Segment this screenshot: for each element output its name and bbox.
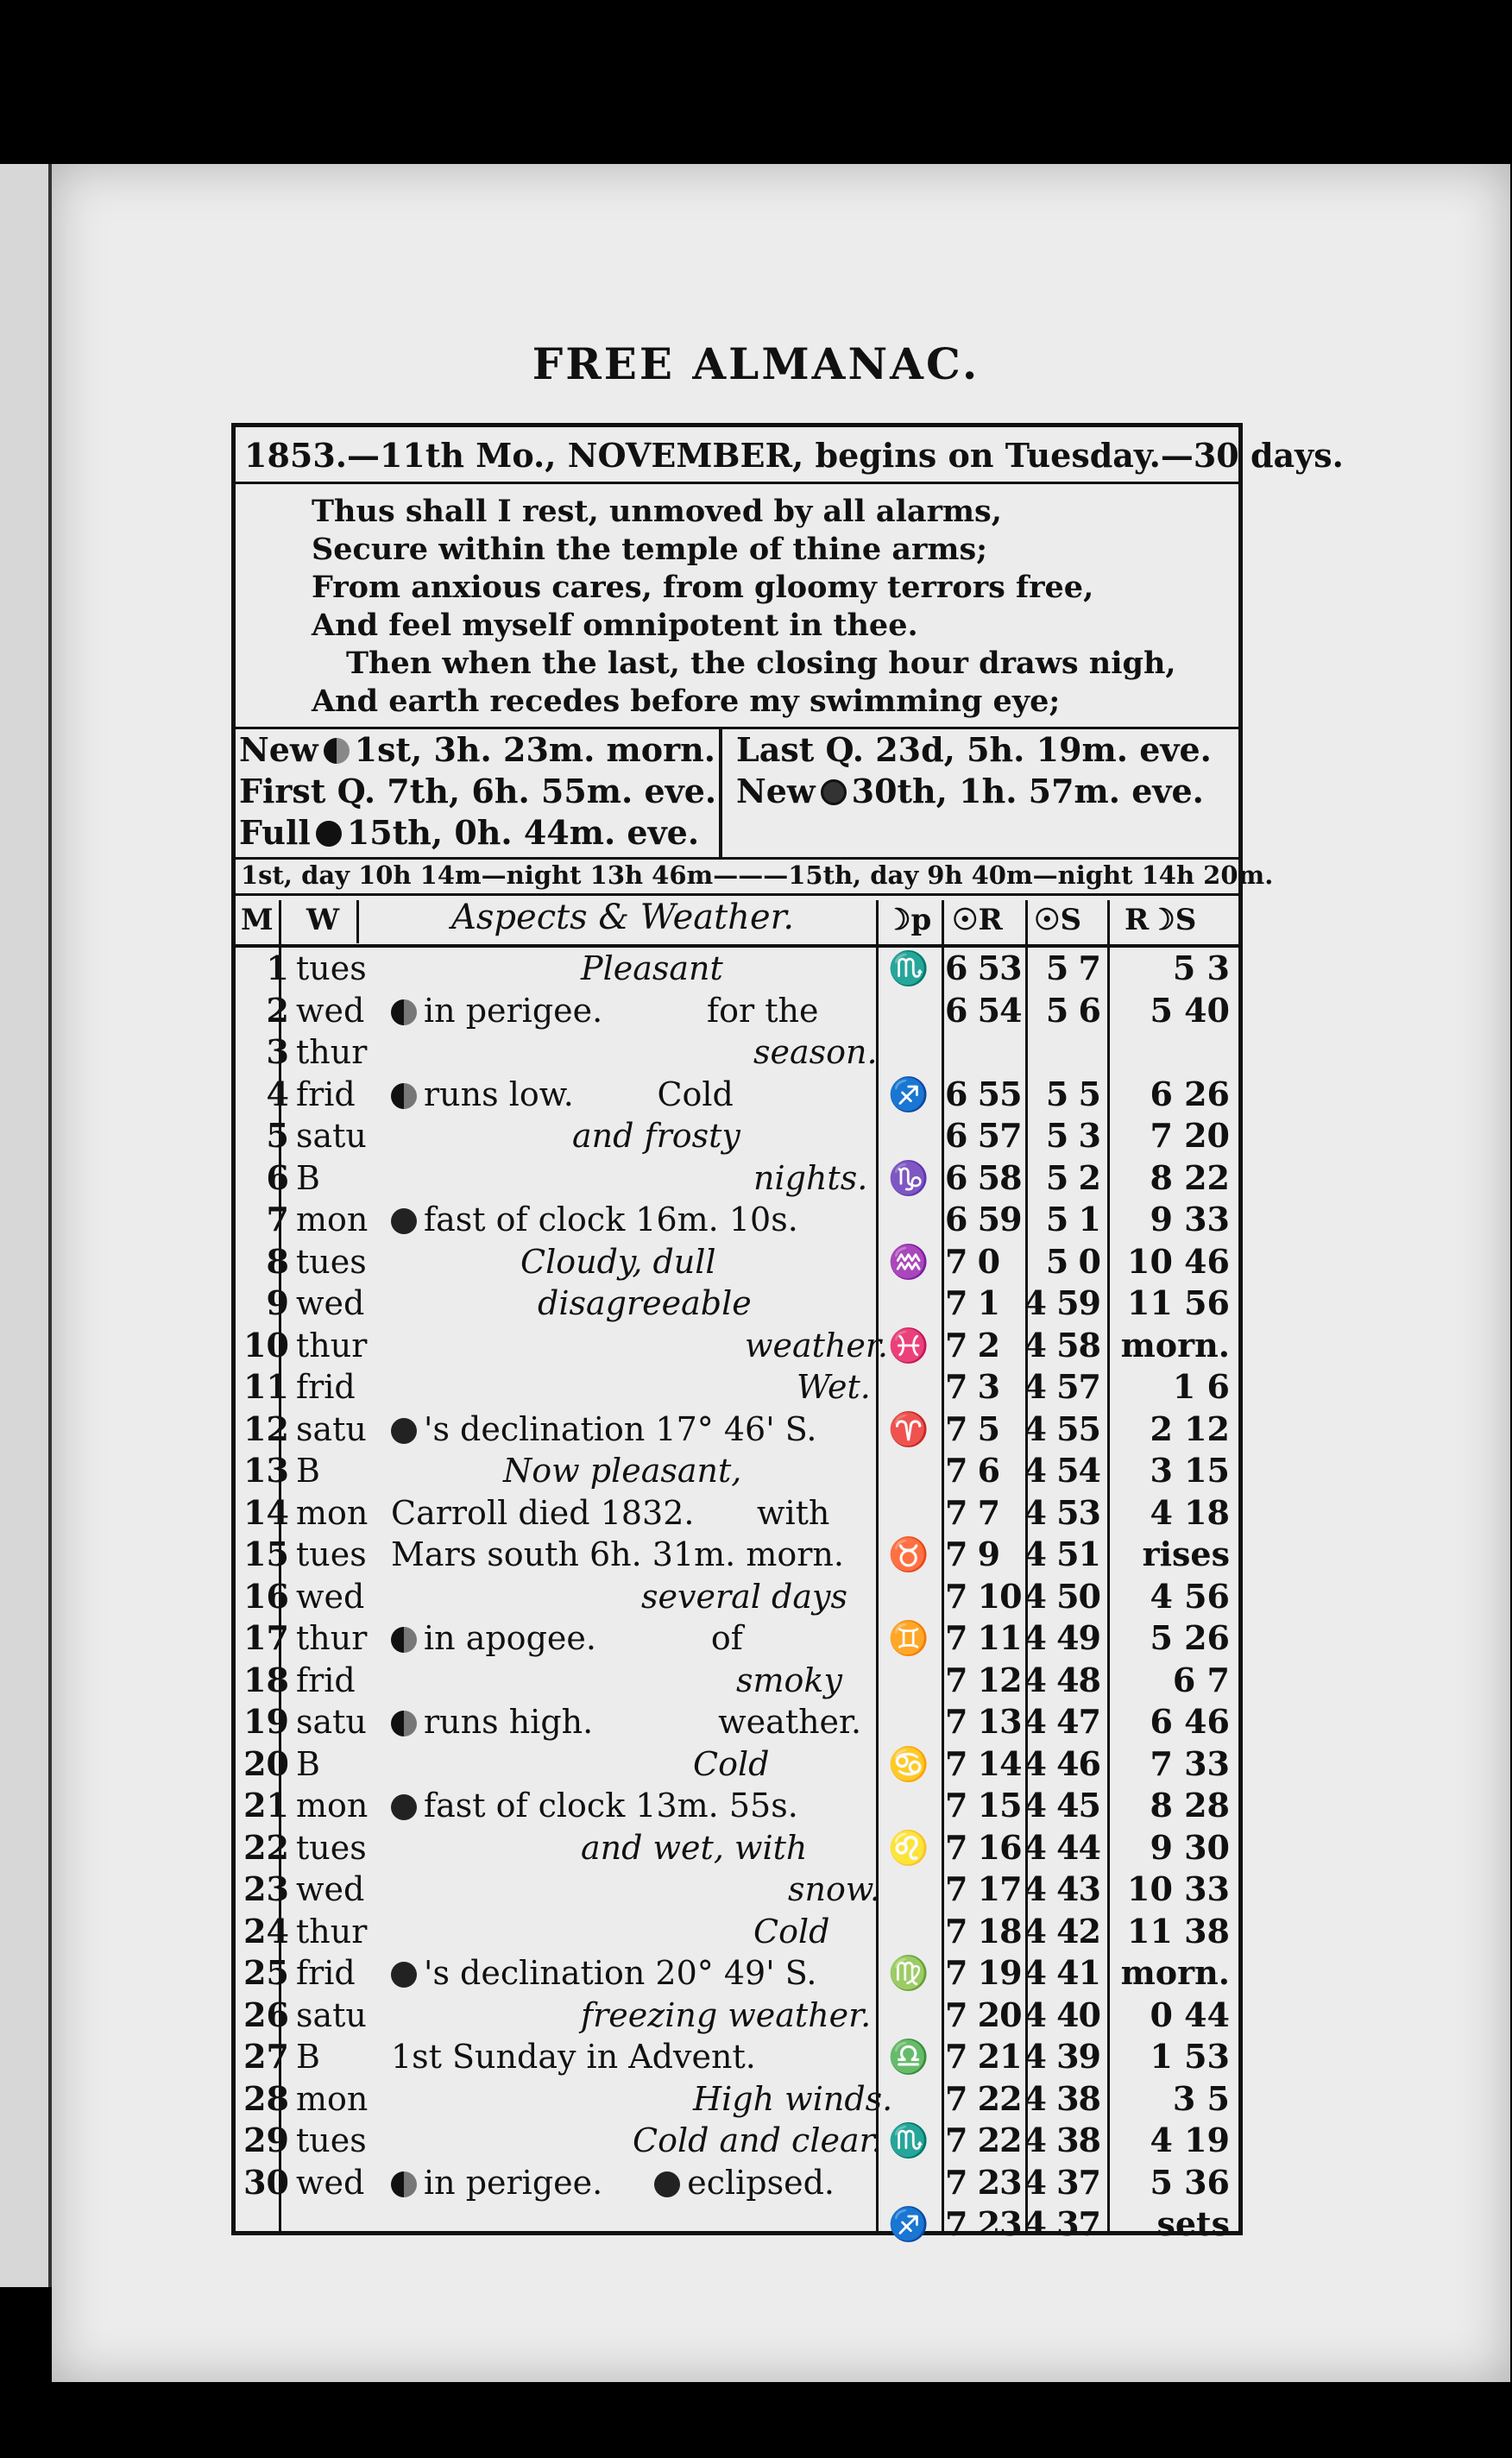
phase-new <box>236 729 719 771</box>
day-of-week: thur <box>296 1619 368 1657</box>
table-row <box>236 2203 1238 2246</box>
sun-rises: 6 58 <box>945 1157 1022 1197</box>
table-row <box>236 1366 1238 1409</box>
phase-first-quarter <box>236 771 719 812</box>
aspect-text: Wet. <box>797 1368 871 1406</box>
sun-rises: 6 55 <box>945 1074 1022 1113</box>
sun-rises: 7 19 <box>945 1953 1022 1992</box>
aspect-text: weather. <box>745 1326 888 1365</box>
moon-phases-left <box>236 729 722 857</box>
table-row <box>236 1785 1238 1827</box>
day-of-week: B <box>296 1452 320 1490</box>
column-headers <box>236 896 1238 948</box>
sun-sets: 4 54 <box>1024 1451 1100 1490</box>
sun-sets: 4 51 <box>1024 1535 1100 1573</box>
new-moon-icon <box>821 779 847 805</box>
sun-rises: 6 54 <box>945 990 1022 1030</box>
sun-icon <box>391 1418 417 1444</box>
aspect-text: and frosty <box>572 1117 740 1155</box>
aspect-text: in perigee. for the <box>424 991 819 1030</box>
sun-sets: 4 49 <box>1024 1618 1100 1657</box>
col-moon-rise-set: R☽S <box>1125 903 1197 937</box>
day-of-month: 28 <box>243 2078 289 2118</box>
day-of-month: 9 <box>266 1283 289 1322</box>
moon-icon <box>391 1083 417 1109</box>
sun-rises: 6 57 <box>945 1116 1022 1155</box>
day-of-month: 1 <box>266 949 289 987</box>
sun-sets: 4 37 <box>1024 2162 1100 2202</box>
phase-text: 1st, 3h. 23m. morn. <box>354 730 715 769</box>
sun-rises: 7 5 <box>945 1409 1000 1448</box>
day-of-month: 7 <box>266 1200 289 1238</box>
sun-sets: 4 37 <box>1024 2204 1100 2243</box>
moon-rises-sets: 4 56 <box>1150 1576 1230 1616</box>
day-of-month: 6 <box>266 1157 289 1197</box>
moon-rises-sets: 1 53 <box>1150 2037 1230 2076</box>
phase-label: First Q. <box>239 772 376 810</box>
table-row <box>236 990 1238 1032</box>
day-of-week: B <box>296 1744 320 1783</box>
day-of-month: 30 <box>243 2162 289 2202</box>
moon-rises-sets: 5 3 <box>1172 949 1230 987</box>
month-header: 1853.—11th Mo., NOVEMBER, begins on Tuesday.—30 days. <box>236 427 1238 484</box>
sun-sets: 4 47 <box>1024 1702 1100 1741</box>
aspect-text: 's declination 17° 46' S. <box>424 1409 817 1448</box>
sun-sets: 4 41 <box>1024 1953 1100 1992</box>
day-of-month: 22 <box>243 1827 289 1867</box>
sun-rises: 7 13 <box>945 1702 1022 1741</box>
moon-rises-sets: 5 40 <box>1150 990 1230 1030</box>
zodiac-sign: ♊ <box>888 1619 929 1657</box>
moon-rises-sets: 10 46 <box>1127 1241 1230 1281</box>
table-row <box>236 1576 1238 1618</box>
sun-rises: 7 10 <box>945 1576 1022 1616</box>
day-of-week: mon <box>296 1201 369 1238</box>
day-length: 1st, day 10h 14m—night 13h 46m———15th, day 9h 40m—night 14h 20m. <box>236 854 1238 896</box>
day-of-week: satu <box>296 1703 367 1741</box>
almanac-table <box>231 423 1344 2243</box>
sun-sets: 4 45 <box>1024 1786 1100 1825</box>
sun-rises: 7 17 <box>945 1869 1022 1908</box>
sun-icon <box>391 1794 417 1820</box>
sun-sets: 5 7 <box>1045 949 1100 987</box>
aspect-text: Cold and clear. <box>633 2121 882 2159</box>
sun-sets: 5 6 <box>1045 990 1100 1030</box>
sun-sets: 5 1 <box>1045 1200 1100 1238</box>
col-m: M <box>241 903 274 937</box>
moon-rises-sets: 10 33 <box>1127 1869 1230 1908</box>
col-sun-rise: ☉R <box>952 903 1003 937</box>
table-row <box>236 948 1238 990</box>
moon-rises-sets: 9 30 <box>1150 1827 1230 1867</box>
sun-rises: 7 20 <box>945 1995 1022 2034</box>
moon-phases <box>236 727 1238 860</box>
sun-sets: 4 42 <box>1024 1911 1100 1951</box>
day-of-month: 25 <box>243 1953 289 1992</box>
day-of-month: 19 <box>243 1702 289 1741</box>
day-of-week: frid <box>296 1368 356 1406</box>
day-of-month: 24 <box>243 1911 289 1951</box>
table-row <box>236 1701 1238 1743</box>
aspect-text: fast of clock 16m. 10s. <box>424 1201 798 1238</box>
day-of-month: 13 <box>243 1451 289 1490</box>
day-of-week: satu <box>296 1117 367 1155</box>
moon-rises-sets: 0 44 <box>1150 1995 1230 2034</box>
sun-icon <box>654 2171 680 2197</box>
day-of-month: 4 <box>266 1074 289 1113</box>
sun-sets: 4 38 <box>1024 2121 1100 2159</box>
col-moon-place: ☽p <box>885 903 932 937</box>
sun-sets: 4 43 <box>1024 1869 1100 1908</box>
day-of-month: 8 <box>266 1241 289 1281</box>
table-row <box>236 1199 1238 1241</box>
phase-text: 30th, 1h. 57m. eve. <box>851 772 1204 810</box>
sun-rises: 7 12 <box>945 1660 1022 1699</box>
day-of-week: satu <box>296 1409 367 1448</box>
day-of-week: tues <box>296 1242 367 1281</box>
day-of-month: 14 <box>243 1492 289 1532</box>
moon-icon <box>391 1627 417 1653</box>
zodiac-sign: ♋ <box>888 1744 929 1783</box>
sun-icon <box>391 1208 417 1234</box>
aspect-text: Now pleasant, <box>503 1452 742 1490</box>
aspect-weather <box>745 1325 1461 1366</box>
rule <box>356 900 359 943</box>
sun-sets: 5 5 <box>1045 1074 1100 1113</box>
aspect-text: 's declination 20° 49' S. <box>424 1954 817 1992</box>
col-aspects: Aspects & Weather. <box>451 898 795 937</box>
day-of-month: 26 <box>243 1995 289 2034</box>
aspect-tail: eclipsed. <box>687 2163 835 2202</box>
aspect-text: nights. <box>753 1158 868 1197</box>
page-title: FREE ALMANAC. <box>532 338 980 389</box>
moon-icon <box>391 2171 417 2197</box>
aspect-text: in apogee. of <box>424 1619 743 1657</box>
table-row <box>236 2078 1238 2121</box>
zodiac-sign: ♈ <box>888 1409 929 1448</box>
sun-sets: 5 2 <box>1045 1157 1100 1197</box>
phase-new-2 <box>733 771 1238 812</box>
table-row <box>236 1952 1238 1995</box>
day-of-week: frid <box>296 1954 356 1992</box>
moon-phases-right <box>733 729 1238 857</box>
day-of-week: frid <box>296 1661 356 1699</box>
moon-rises-sets: 8 22 <box>1150 1157 1230 1197</box>
sun-rises: 7 7 <box>945 1492 1000 1532</box>
table-row <box>236 1492 1238 1535</box>
sun-sets: 4 58 <box>1024 1325 1100 1365</box>
moon-rises-sets: 7 33 <box>1150 1743 1230 1783</box>
aspect-text: Mars south 6h. 31m. morn. <box>391 1535 844 1573</box>
day-of-week: tues <box>296 2121 367 2159</box>
day-of-week: tues <box>296 1535 367 1573</box>
table-row <box>236 1869 1238 1911</box>
sun-rises: 7 15 <box>945 1786 1022 1825</box>
moon-rises-sets: 11 56 <box>1127 1283 1230 1322</box>
moon-rises-sets: 6 7 <box>1172 1660 1230 1699</box>
moon-icon <box>391 1711 417 1736</box>
zodiac-sign: ♒ <box>888 1242 929 1281</box>
zodiac-sign: ♐ <box>888 1075 929 1113</box>
moon-rises-sets: 3 15 <box>1150 1451 1230 1490</box>
aspect-text: fast of clock 13m. 55s. <box>424 1787 798 1825</box>
aspect-text: Pleasant <box>581 949 723 987</box>
phase-text: 15th, 0h. 44m. eve. <box>346 813 700 852</box>
zodiac-sign: ♍ <box>888 1954 929 1992</box>
moon-rises-sets: morn. <box>1120 1953 1230 1992</box>
day-of-week: thur <box>296 1326 368 1365</box>
aspect-text: runs low. Cold <box>424 1075 734 1113</box>
sun-rises: 7 18 <box>945 1911 1022 1951</box>
moon-rises-sets: 6 46 <box>1150 1702 1230 1741</box>
zodiac-sign: ♏ <box>888 949 929 987</box>
table-row <box>236 1283 1238 1325</box>
aspect-text: Cold <box>693 1744 770 1783</box>
sun-rises: 7 23 <box>945 2162 1022 2202</box>
sun-rises: 7 23 <box>945 2204 1022 2243</box>
day-of-week: wed <box>296 1870 365 1908</box>
col-sun-set: ☉S <box>1034 903 1082 937</box>
moon-rises-sets: 5 26 <box>1150 1618 1230 1657</box>
poem-line: From anxious cares, from gloomy terrors free, <box>312 570 1094 605</box>
moon-rises-sets: 8 28 <box>1150 1786 1230 1825</box>
day-of-month: 15 <box>243 1535 289 1573</box>
day-of-week: mon <box>296 1787 369 1825</box>
table-row <box>236 1827 1238 1869</box>
sun-sets: 4 50 <box>1024 1576 1100 1616</box>
sun-sets: 4 44 <box>1024 1827 1100 1867</box>
zodiac-sign: ♌ <box>888 1828 929 1867</box>
aspect-text: Cold <box>753 1912 830 1951</box>
aspect-text: several days <box>641 1577 847 1616</box>
sun-sets: 4 57 <box>1024 1367 1100 1406</box>
previous-page-edge <box>0 164 52 2287</box>
moon-rises-sets: 5 36 <box>1150 2162 1230 2202</box>
aspect-text: 1st Sunday in Advent. <box>391 2038 756 2076</box>
day-rows <box>236 948 1238 2246</box>
phase-last-quarter <box>733 729 1238 771</box>
day-of-month: 29 <box>243 2121 289 2159</box>
table-row <box>236 1409 1238 1451</box>
zodiac-sign: ♓ <box>888 1326 929 1365</box>
moon-rises-sets: rises <box>1142 1535 1230 1573</box>
sun-rises: 6 59 <box>945 1200 1022 1238</box>
sun-icon <box>391 1962 417 1988</box>
zodiac-sign: ♐ <box>888 2205 929 2243</box>
table-row <box>236 1325 1238 1367</box>
sun-rises: 7 21 <box>945 2037 1022 2076</box>
aspect-text: disagreeable <box>538 1284 752 1322</box>
day-of-month: 17 <box>243 1618 289 1657</box>
table-row <box>236 1995 1238 2037</box>
sun-rises: 6 53 <box>945 949 1022 987</box>
moon-rises-sets: 6 26 <box>1150 1074 1230 1113</box>
aspect-text: Carroll died 1832. with <box>391 1493 830 1532</box>
sun-rises: 7 6 <box>945 1451 1000 1490</box>
aspect-text: smoky <box>736 1661 842 1699</box>
moon-rises-sets: sets <box>1156 2204 1230 2243</box>
day-of-week: frid <box>296 1075 356 1113</box>
table-row <box>236 2120 1238 2162</box>
full-moon-icon <box>316 821 342 847</box>
sun-sets: 4 53 <box>1024 1492 1100 1532</box>
day-of-month: 18 <box>243 1660 289 1699</box>
moon-rises-sets: 11 38 <box>1127 1911 1230 1951</box>
moon-rises-sets: 3 5 <box>1172 2078 1230 2118</box>
table-row <box>236 1660 1238 1702</box>
table-row <box>236 2162 1238 2204</box>
table-row <box>236 1534 1238 1576</box>
day-of-week: tues <box>296 1828 367 1867</box>
phase-text: 23d, 5h. 19m. eve. <box>875 730 1212 769</box>
day-of-month: 21 <box>243 1786 289 1825</box>
day-of-month: 3 <box>266 1032 289 1071</box>
table-row <box>236 2036 1238 2078</box>
day-of-week: wed <box>296 1284 365 1322</box>
poem <box>312 493 1226 721</box>
sun-sets: 4 38 <box>1024 2078 1100 2118</box>
poem-line: And earth recedes before my swimming eye; <box>312 684 1061 719</box>
aspect-weather <box>753 1031 1470 1073</box>
day-of-week: mon <box>296 1493 369 1532</box>
aspect-text: High winds. <box>693 2079 893 2118</box>
day-of-week: mon <box>296 2079 369 2118</box>
day-of-month: 23 <box>243 1869 289 1908</box>
sun-sets: 5 3 <box>1045 1116 1100 1155</box>
zodiac-sign: ♎ <box>888 2038 929 2076</box>
day-of-week: B <box>296 2038 320 2076</box>
aspect-text: in perigee. <box>424 2163 603 2202</box>
day-of-month: 10 <box>243 1325 289 1365</box>
zodiac-sign: ♉ <box>888 1535 929 1573</box>
moon-rises-sets: 4 18 <box>1150 1492 1230 1532</box>
day-of-week: satu <box>296 1995 367 2034</box>
aspect-text: Cloudy, dull <box>520 1242 716 1281</box>
day-of-week: wed <box>296 1577 365 1616</box>
sun-rises: 7 9 <box>945 1535 1000 1573</box>
sun-sets: 5 0 <box>1045 1241 1100 1281</box>
table-row <box>236 1450 1238 1492</box>
poem-line: Thus shall I rest, unmoved by all alarms, <box>312 494 1002 529</box>
table-row <box>236 1115 1238 1157</box>
day-of-week: wed <box>296 991 365 1030</box>
day-of-week: tues <box>296 949 367 987</box>
table-row <box>236 1911 1238 1953</box>
sun-rises: 7 0 <box>945 1241 1000 1281</box>
sun-rises: 7 2 <box>945 1325 1000 1365</box>
day-of-month: 11 <box>243 1367 289 1406</box>
phase-full <box>236 812 719 854</box>
table-row <box>236 1074 1238 1116</box>
day-of-month: 5 <box>266 1116 289 1155</box>
day-of-month: 2 <box>266 990 289 1030</box>
table-row <box>236 1743 1238 1786</box>
phase-label: New <box>736 772 816 810</box>
aspect-text: season. <box>753 1033 878 1071</box>
sun-sets: 4 48 <box>1024 1660 1100 1699</box>
sun-rises: 7 1 <box>945 1283 1000 1322</box>
day-of-week: B <box>296 1158 320 1197</box>
sun-rises: 7 22 <box>945 2121 1022 2159</box>
zodiac-sign: ♏ <box>888 2121 929 2159</box>
day-of-month: 27 <box>243 2037 289 2076</box>
aspect-text: and wet, with <box>581 1828 808 1867</box>
sun-rises: 7 3 <box>945 1367 1000 1406</box>
table-row <box>236 1031 1238 1074</box>
aspect-text: runs high. weather. <box>424 1703 862 1741</box>
sun-sets: 4 39 <box>1024 2037 1100 2076</box>
moon-rises-sets: 9 33 <box>1150 1200 1230 1238</box>
phase-label: Last Q. <box>736 730 864 769</box>
table-row <box>236 1241 1238 1283</box>
sun-rises: 7 16 <box>945 1827 1022 1867</box>
table-row <box>236 1157 1238 1200</box>
day-of-week: thur <box>296 1033 368 1071</box>
phase-label: Full <box>239 813 311 852</box>
moon-rises-sets: 1 6 <box>1172 1367 1230 1406</box>
moon-icon <box>391 999 417 1025</box>
sun-sets: 4 46 <box>1024 1743 1100 1783</box>
day-of-month: 20 <box>243 1743 289 1783</box>
moon-rises-sets: 2 12 <box>1150 1409 1230 1448</box>
moon-rises-sets: morn. <box>1120 1325 1230 1365</box>
day-of-week: thur <box>296 1912 368 1951</box>
sun-sets: 4 55 <box>1024 1409 1100 1448</box>
phase-text: 7th, 6h. 55m. eve. <box>387 772 717 810</box>
day-of-week: wed <box>296 2163 365 2202</box>
new-moon-icon <box>324 738 350 764</box>
poem-line: Secure within the temple of thine arms; <box>312 532 988 567</box>
zodiac-sign: ♑ <box>888 1158 929 1197</box>
poem-line: Then when the last, the closing hour draws nigh, <box>346 646 1176 681</box>
moon-rises-sets: 4 19 <box>1150 2121 1230 2159</box>
day-of-month: 12 <box>243 1409 289 1448</box>
moon-rises-sets: 7 20 <box>1150 1116 1230 1155</box>
sun-sets: 4 40 <box>1024 1995 1100 2034</box>
sun-rises: 7 14 <box>945 1743 1022 1783</box>
sun-rises: 7 11 <box>945 1618 1022 1657</box>
poem-line: And feel myself omnipotent in thee. <box>312 608 918 643</box>
col-w: W <box>306 903 340 937</box>
sun-sets: 4 59 <box>1024 1283 1100 1322</box>
aspect-text: freezing weather. <box>581 1995 872 2034</box>
day-of-month: 16 <box>243 1576 289 1616</box>
aspect-text: snow. <box>788 1870 880 1908</box>
sun-rises: 7 22 <box>945 2078 1022 2118</box>
table-row <box>236 1617 1238 1660</box>
phase-label: New <box>239 730 318 769</box>
